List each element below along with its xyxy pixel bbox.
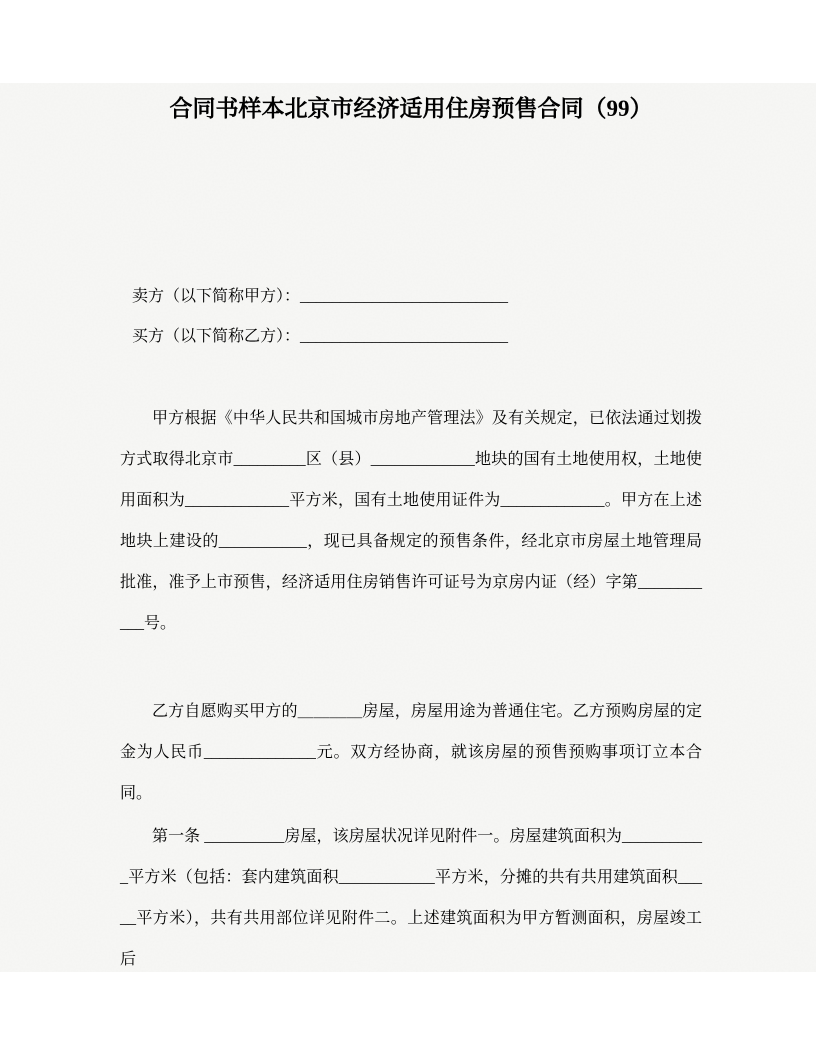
document-content <box>120 83 702 972</box>
paper-sheet <box>0 83 816 972</box>
buyer-label: 买方（以下简称乙方）： <box>132 328 301 345</box>
buyer-blank-line: __________________________ <box>300 328 509 345</box>
buyer-line <box>120 316 702 357</box>
seller-label: 卖方（以下简称甲方）： <box>132 288 301 305</box>
seller-blank-line: __________________________ <box>300 288 509 305</box>
paragraph-purchase-intent: 乙方自愿购买甲方的＿＿＿＿房屋，房屋用途为普通住宅。乙方预购房屋的定金为人民币______________元。双方经协商，就该房屋的预售预购事项订立本合同。 <box>120 703 702 802</box>
seller-line <box>120 276 702 317</box>
paragraph-land-use-preamble: 甲方根据《中华人民共和国城市房地产管理法》及有关规定，已依法通过划拨方式取得北京市_________区（县）_____________地块的国有土地使用权，土地使用面积为_____________平方米，国有土地使用证件为_____________。甲方在上述地块上建设的___________，现已具备规定的预售条件，经北京市房屋土地管理局批准，准予上市预售，经济适用住房销售许可证号为京房内证（经）字第___________号。 <box>120 410 702 632</box>
paragraph-article-one: 第一条 __________房屋，该房屋状况详见附件一。房屋建筑面积为___________平方米（包括：套内建筑面积____________平方米，分摊的共有共用建筑面积_____平方米），共有共用部位详见附件二。上述建筑面积为甲方暂测面积，房屋竣工后 <box>120 828 702 968</box>
document-title: 合同书样本北京市经济适用住房预售合同（99） <box>169 96 653 121</box>
